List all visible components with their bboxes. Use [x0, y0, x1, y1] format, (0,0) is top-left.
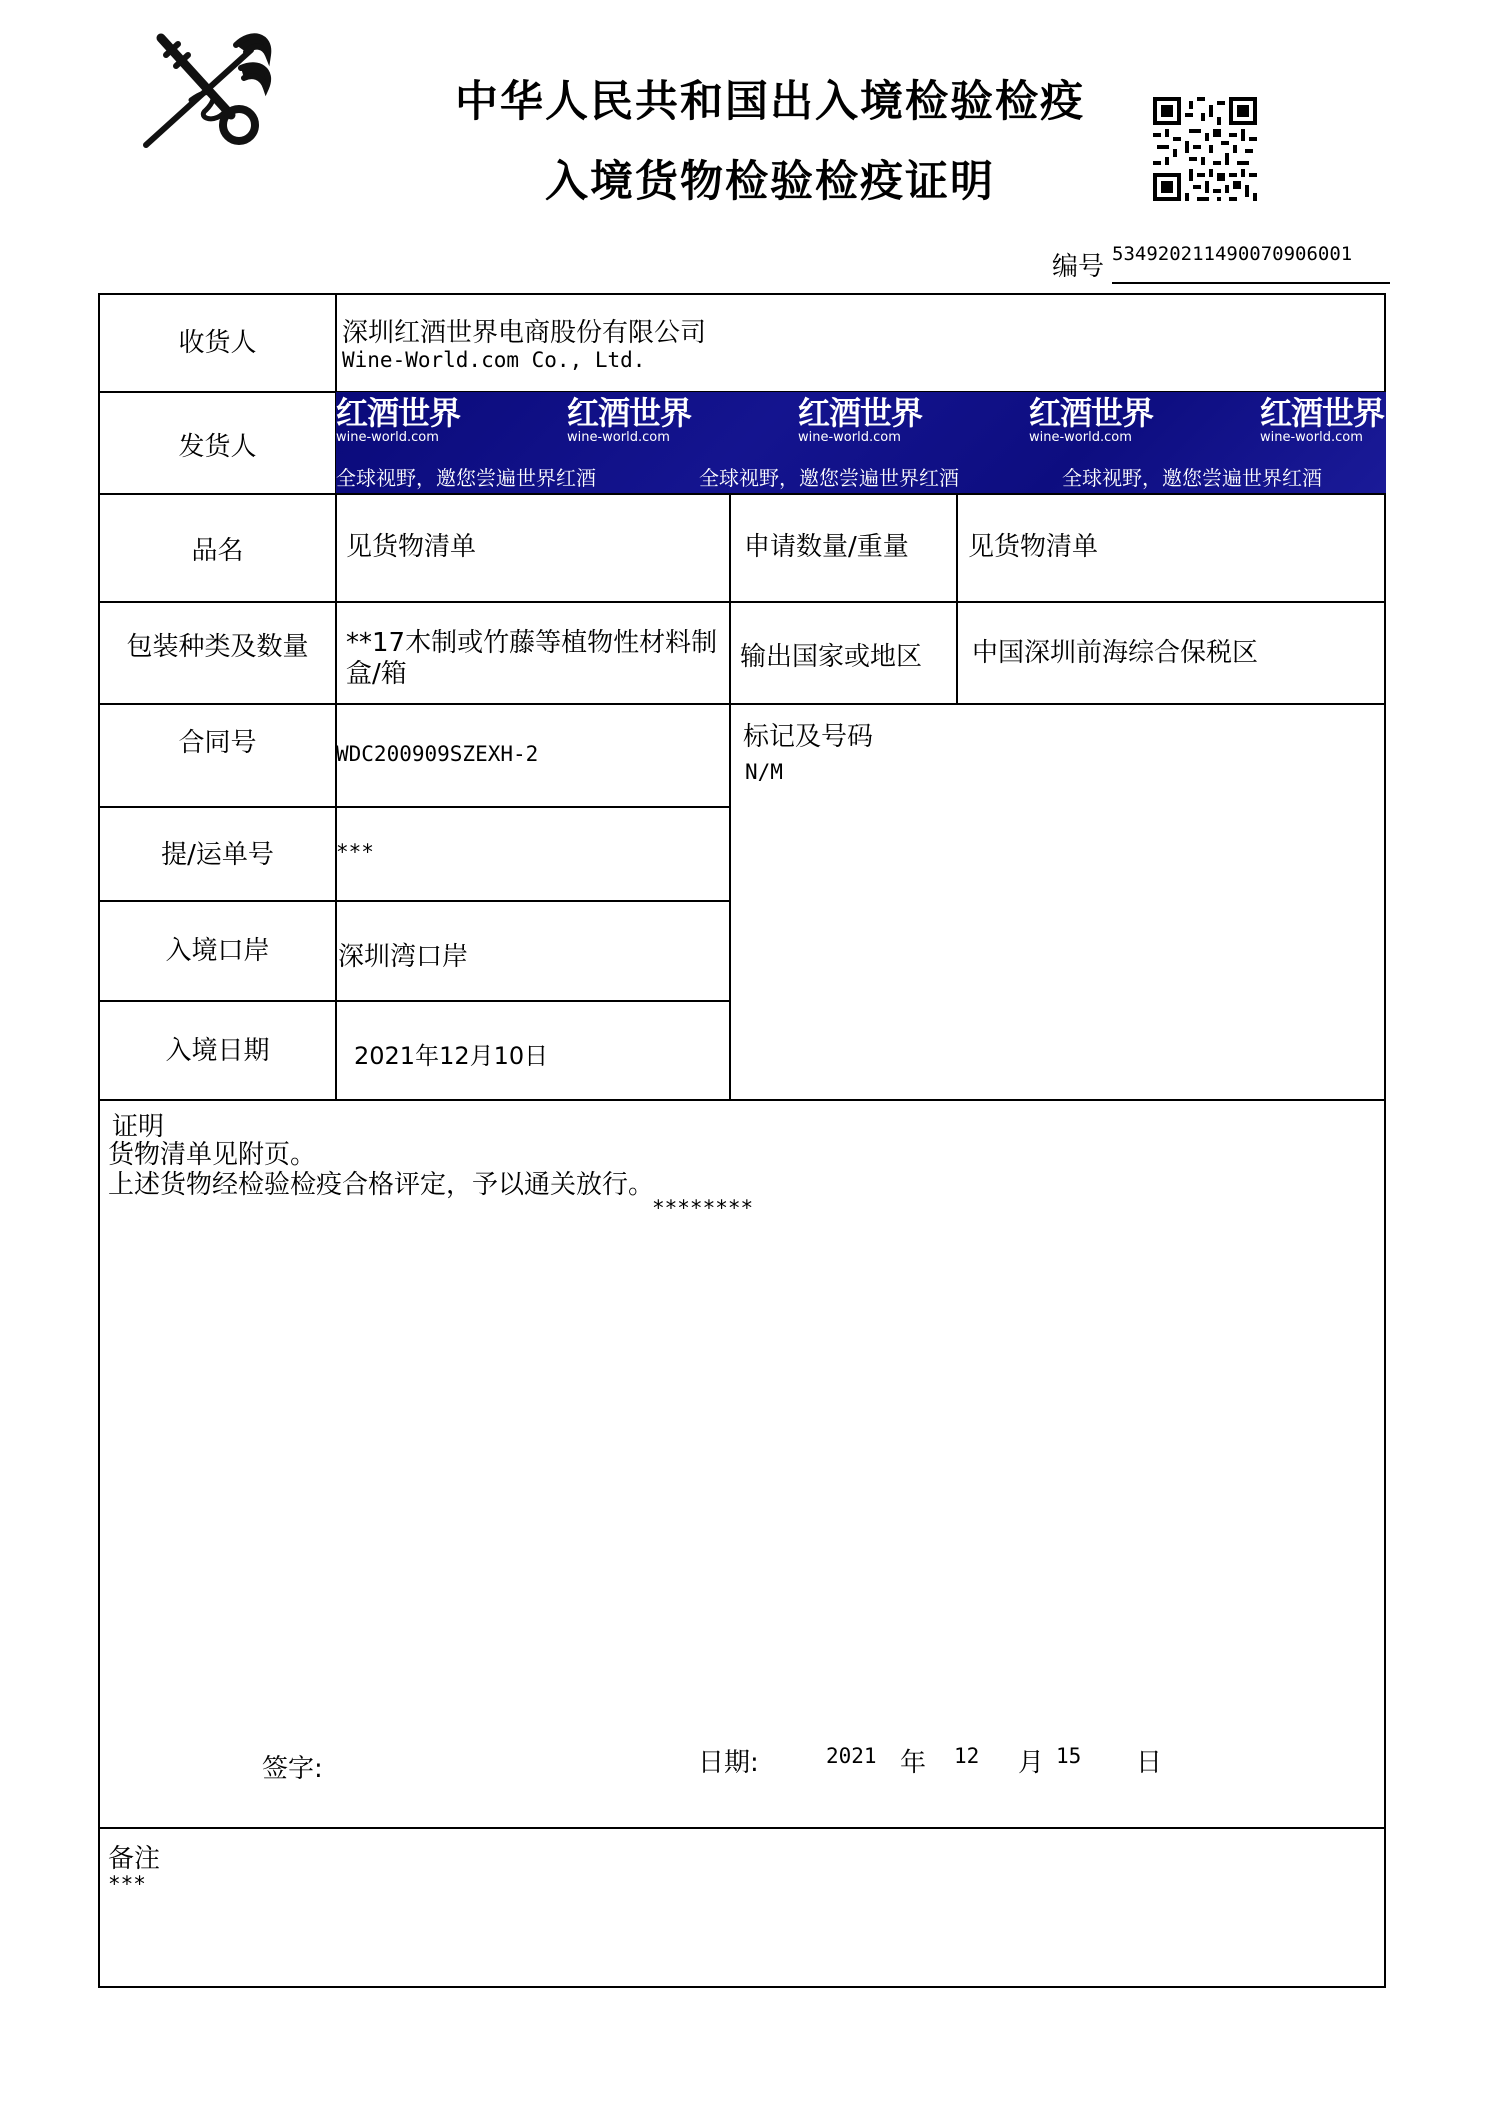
date-year: 2021: [826, 1744, 877, 1768]
table-divider: [98, 703, 1386, 705]
date-day: 15: [1056, 1744, 1082, 1768]
document-title-line2: 入境货物检验检疫证明: [545, 157, 995, 207]
certification-line2: 上述货物经检验检疫合格评定，予以通关放行。: [108, 1170, 655, 1200]
brand-logo: 红酒世界 wine-world.com: [1260, 394, 1385, 445]
goods-name-value: 见货物清单: [346, 532, 477, 562]
bill-value: ***: [336, 840, 374, 864]
remarks-value: ***: [108, 1872, 146, 1896]
brand-logo: 红酒世界 wine-world.com: [1029, 394, 1154, 445]
quantity-label: 申请数量/重量: [744, 532, 909, 562]
packing-label: 包装种类及数量: [126, 632, 309, 662]
goods-name-label: 品名: [191, 536, 244, 566]
consignor-label: 发货人: [178, 432, 257, 462]
packing-value-line1: **17木制或竹藤等植物性材料制: [346, 628, 718, 658]
brand-logo: 红酒世界 wine-world.com: [567, 394, 692, 445]
entry-port-label: 入境口岸: [165, 936, 270, 966]
table-border-right: [1384, 293, 1386, 1988]
bill-label: 提/运单号: [161, 840, 274, 870]
consignee-label: 收货人: [178, 328, 257, 358]
entry-port-value: 深圳湾口岸: [338, 942, 469, 972]
certification-heading: 证明: [112, 1112, 165, 1142]
contract-value: WDC200909SZEXH-2: [336, 742, 539, 766]
table-divider: [98, 806, 730, 808]
consignee-name-zh: 深圳红酒世界电商股份有限公司: [342, 318, 707, 348]
banner-slogan: 全球视野，邀您尝遍世界红酒: [336, 466, 596, 490]
table-border-bottom: [98, 1986, 1386, 1988]
contract-label: 合同号: [178, 728, 257, 758]
origin-label: 输出国家或地区: [740, 642, 923, 672]
entry-date-value: 2021年12月10日: [354, 1042, 549, 1070]
brand-logo: 红酒世界 wine-world.com: [336, 394, 461, 445]
table-divider: [98, 1827, 1386, 1829]
date-day-unit: 日: [1136, 1748, 1163, 1778]
consignor-logo-banner: [336, 392, 1386, 493]
marks-value: N/M: [745, 760, 783, 784]
table-divider: [98, 493, 1386, 495]
table-border-top: [98, 293, 1386, 295]
customs-emblem-icon: [136, 30, 276, 155]
banner-slogan: 全球视野，邀您尝遍世界红酒: [1062, 466, 1322, 490]
brand-logo: 红酒世界 wine-world.com: [798, 394, 923, 445]
date-label: 日期:: [698, 1748, 759, 1778]
table-divider: [956, 493, 958, 703]
date-month-unit: 月: [1018, 1748, 1045, 1778]
certificate-number: 534920211490070906001: [1112, 240, 1390, 284]
banner-slogan: 全球视野，邀您尝遍世界红酒: [699, 466, 959, 490]
table-divider: [729, 493, 731, 1101]
table-divider: [98, 1099, 1386, 1101]
certificate-number-label: 编号: [1052, 252, 1105, 282]
certification-stars: ********: [652, 1196, 754, 1220]
packing-value-line2: 盒/箱: [346, 659, 407, 689]
quantity-value: 见货物清单: [968, 532, 1099, 562]
date-month: 12: [954, 1744, 980, 1768]
table-divider: [98, 1000, 730, 1002]
document-title-line1: 中华人民共和国出入境检验检疫: [455, 77, 1085, 127]
table-divider: [98, 601, 1386, 603]
origin-value: 中国深圳前海综合保税区: [972, 638, 1259, 668]
remarks-label: 备注: [108, 1844, 161, 1874]
qr-code-icon: [1153, 97, 1257, 201]
date-year-unit: 年: [900, 1748, 927, 1778]
certification-line1: 货物清单见附页。: [108, 1140, 317, 1170]
entry-date-label: 入境日期: [165, 1036, 270, 1066]
signature-label: 签字:: [262, 1754, 323, 1784]
consignee-name-en: Wine-World.com Co., Ltd.: [342, 348, 646, 372]
table-divider: [98, 900, 730, 902]
marks-label: 标记及号码: [743, 722, 874, 752]
